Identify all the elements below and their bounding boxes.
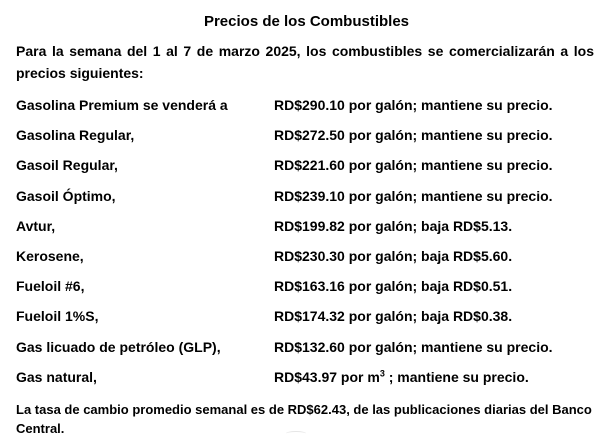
fuel-price: RD$132.60 por galón; mantiene su precio. (274, 338, 553, 355)
price-main: RD$43.97 por m (274, 368, 380, 385)
fuel-row-gasolina-regular (16, 126, 597, 156)
page-bottom-mark (286, 431, 306, 436)
exchange-rate-note: La tasa de cambio promedio semanal es de RD$62.43, de las publicaciones diarias del Banco Central. (16, 401, 592, 436)
fuel-price: RD$221.60 por galón; mantiene su precio. (274, 157, 553, 174)
fuel-name: Gas licuado de petróleo (GLP), (16, 338, 221, 355)
fuel-row-fueloil-6 (16, 277, 597, 307)
fuel-row-avtur (16, 217, 597, 247)
fuel-row-kerosene (16, 247, 597, 277)
fuel-price: RD$163.16 por galón; baja RD$0.51. (274, 278, 513, 295)
page-title: Precios de los Combustibles (203, 13, 410, 30)
fuel-row-glp (16, 338, 597, 368)
fuel-name: Gas natural, (16, 368, 97, 385)
fuel-price: RD$290.10 por galón; mantiene su precio. (274, 97, 553, 113)
fuel-name: Gasoil Óptimo, (16, 187, 116, 204)
fuel-price-list (16, 96, 597, 398)
fuel-row-gasolina-premium (16, 96, 597, 126)
price-rest: ; mantiene su precio. (384, 368, 529, 385)
fuel-name: Gasolina Regular, (16, 127, 135, 144)
fuel-name: Fueloil 1%S, (16, 308, 99, 325)
fuel-row-gasoil-optimo (16, 187, 597, 217)
fuel-price: RD$239.10 por galón; mantiene su precio. (274, 187, 553, 204)
fuel-price: RD$230.30 por galón; baja RD$5.60. (274, 247, 513, 264)
fuel-price (274, 368, 597, 386)
fuel-name: Fueloil #6, (16, 278, 85, 295)
fuel-row-gasoil-regular (16, 156, 597, 186)
intro-paragraph: Para la semana del 1 al 7 de marzo 2025, los combustibles se comercializarán a los precios siguientes: (16, 43, 594, 81)
fuel-name: Gasoil Regular, (16, 157, 118, 174)
fuel-name: Avtur, (16, 217, 56, 234)
cubic-superscript: 3 (379, 368, 385, 379)
fuel-name: Gasolina Premium se venderá a (16, 97, 228, 113)
fuel-row-fueloil-1s (16, 307, 597, 337)
fuel-price: RD$272.50 por galón; mantiene su precio. (274, 127, 553, 144)
fuel-name: Kerosene, (16, 247, 84, 264)
fuel-price: RD$174.32 por galón; baja RD$0.38. (274, 308, 513, 325)
fuel-row-gas-natural (16, 368, 597, 398)
fuel-price: RD$199.82 por galón; baja RD$5.13. (274, 217, 513, 234)
